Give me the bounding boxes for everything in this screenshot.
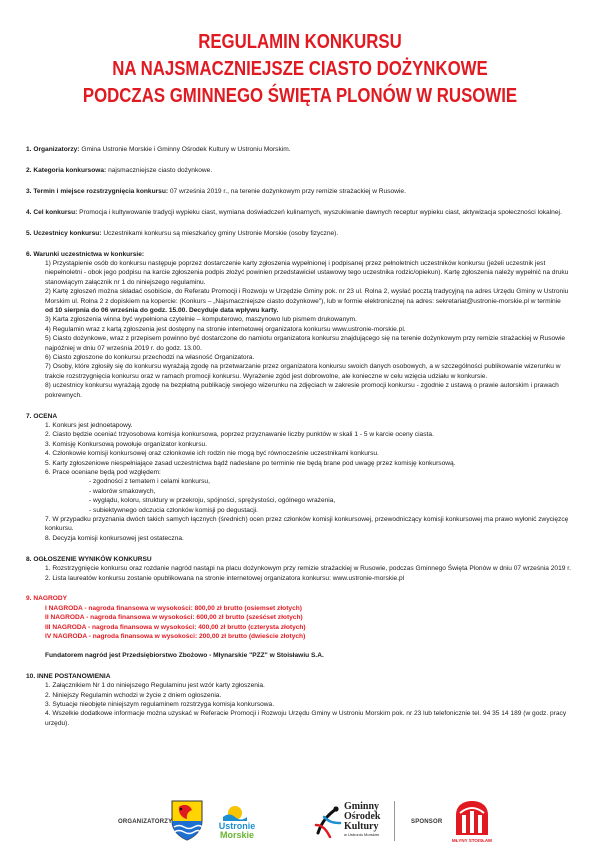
mill-logo bbox=[452, 799, 492, 837]
evaluation-list bbox=[26, 421, 574, 543]
criteria-item: - wyglądu, koloru, struktury w przekroju, spójności, sprężystości, ogólnego wrażenia, bbox=[89, 497, 336, 505]
list-item: 2) Kartę zgłoszeń można składać osobiście, do Referatu Promocji i Rozwoju w Urzędzie Gminy pok. nr 23 ul. Rolna 2, wysłać pocztą tradycyjną na adres Urzędu Gminy w Ustroniu Morskim ul. Rolna 2 z dopiskiem na kopercie: (Konkurs – „Najsmaczniejsze ciasto dożynkowe"), lub w formie elektronicznej na adres: sekretariat@ustronie-morskie.pl w terminie bbox=[45, 288, 569, 305]
section-heading: 8. OGŁOSZENIE WYNIKÓW KONKURSU bbox=[26, 555, 152, 563]
section-goal bbox=[26, 208, 574, 217]
regulation-body bbox=[26, 145, 574, 740]
section-text: Promocja i kultywowanie tradycji wypieku ciast, wymiana doświadczeń kulinarnych, wyszukiwanie dawnych receptur wypieku ciast, aktywizacja społeczności lokalnej. bbox=[77, 208, 562, 216]
section-heading: 9. NAGRODY bbox=[26, 595, 68, 603]
results-list bbox=[26, 564, 574, 583]
list-item: 4. Wszelkie dodatkowe informacje można uzyskać w Referacie Promocji i Rozwoju Urzędu Gminy w Ustroniu Morskim pok. nr 23 lub telefonicznie tel. 94 35 14 189 (w godz. pracy urzędu). bbox=[45, 710, 567, 727]
conditions-list bbox=[26, 259, 574, 400]
gok-dancer-icon bbox=[312, 803, 342, 839]
prize-item: III NAGRODA - nagroda finansowa w wysokości: 400,00 zł brutto (czterysta złotych) bbox=[45, 623, 306, 631]
document-title bbox=[0, 28, 600, 109]
list-item: 7. W przypadku przyznania dwóch takich samych łącznych (średnich) ocen przez członków komisji konkursowej, przewodniczący komisji konkursowej ma prawo wyłonić zwycięzcę konkursu. bbox=[45, 516, 569, 533]
section-text: najsmaczniejsze ciasto dożynkowe. bbox=[106, 166, 213, 174]
list-item: 4) Regulamin wraz z kartą zgłoszenia jest dostępny na stronie internetowej organizatora konkursu www.ustronie-morskie.pl. bbox=[45, 325, 406, 333]
footer-logos bbox=[0, 795, 600, 847]
section-conditions bbox=[26, 250, 574, 401]
prizes-list bbox=[26, 604, 574, 660]
section-participants bbox=[26, 229, 574, 238]
prize-item: II NAGRODA - nagroda finansowa w wysokości: 600,00 zł brutto (sześćset złotych) bbox=[45, 614, 303, 622]
list-item: 3) Karta zgłoszenia winna być wypełniona czytelnie – komputerowo, maszynowo lub pismem drukowanym. bbox=[45, 316, 357, 324]
section-date-place bbox=[26, 187, 574, 196]
list-item: 6) Ciasto zgłoszone do konkursu przechodzi na własność Organizatora. bbox=[45, 354, 255, 361]
coat-of-arms-logo bbox=[170, 799, 204, 841]
section-heading: 4. Cel konkursu: bbox=[26, 208, 78, 216]
section-organizers bbox=[26, 145, 574, 154]
list-item: 2. Ciasto będzie oceniać trzyosobowa komisja konkursowa, poprzez przyznawanie liczby punktów w skali 1 - 5 w karcie oceny ciasta. bbox=[45, 431, 434, 439]
sun-wave-icon bbox=[222, 803, 248, 821]
list-item: 3. Sytuacje nieobjęte niniejszym regulaminem rozstrzyga komisja konkursowa. bbox=[45, 700, 275, 708]
section-heading: 6. Warunki uczestnictwa w konkursie: bbox=[26, 250, 145, 258]
prize-item: IV NAGRODA - nagroda finansowa w wysokości: 200,00 zł brutto (dwieście złotych) bbox=[45, 633, 306, 641]
criteria-list bbox=[45, 477, 574, 515]
list-item: 6. Prace oceniane będą pod względem: bbox=[45, 468, 161, 476]
list-item: 1. Konkurs jest jednoetapowy. bbox=[45, 421, 133, 429]
other-list bbox=[26, 681, 574, 728]
organizers-label: ORGANIZATORZY bbox=[118, 819, 173, 825]
section-text: Uczestnikami konkursu są mieszkańcy gminy Ustronie Morskie (osoby fizyczne). bbox=[101, 229, 339, 237]
list-item: 5. Karty zgłoszeniowe niespełniające zasad uczestnictwa bądź nadesłane po terminie nie będą brane pod uwagę przez komisję konkursową. bbox=[45, 459, 456, 467]
list-item: 1) Przystąpienie osób do konkursu następuje poprzez dostarczenie karty zgłoszenia wypełnionej i podpisanej przez pełnoletnich uczestników konkursu (jeżeli uczestnik jest niepełnoletni - obok jego podpisu na karcie zgłoszenia podpis złożyć powinien przedstawiciel ustawowy tego uczestnika rodzic/opiekun). Kartę zgłoszenia należy wypełnić na druku stanowiącym załącznik nr 1 do niniejszego regulaminu. bbox=[45, 259, 569, 286]
section-text: 07 września 2019 r., na terenie dożynkowym przy remizie strażackiej w Rusowie. bbox=[168, 187, 406, 195]
title-line-2: NA NAJSMACZNIEJSZE CIASTO DOŻYNKOWE bbox=[112, 57, 488, 80]
criteria-item: - walorów smakowych, bbox=[89, 487, 156, 495]
section-heading: 3. Termin i miejsce rozstrzygnięcia konkursu: bbox=[26, 187, 169, 195]
list-item: 4. Członkowie komisji konkursowej oraz członkowie ich rodzin nie mogą być równocześnie uczestnikami konkursu. bbox=[45, 450, 379, 458]
list-item: 7) Osoby, które zgłosiły się do konkursu wyrażają zgodę na przetwarzanie przez organizatora konkursu swoich danych osobowych, a w szczególności publikowanie wizerunku w trakcie rozstrzygnięcia konkursu oraz w ramach promocji konkursu. Wyrażenie zgód jest dobrowolne, ale konieczne w celu wzięcia udziału w konkursie. bbox=[45, 363, 561, 380]
section-text: Gmina Ustronie Morskie i Gminny Ośrodek Kultury w Ustroniu Morskim. bbox=[79, 146, 291, 153]
list-item: 1. Rozstrzygnięcie konkursu oraz rozdanie nagród nastąpi na placu dożynkowym przy remizie strażackiej w Rusowie, podczas Gminnego Święta Plonów w dniu 07 września 2019 r. bbox=[45, 565, 571, 573]
list-item: 1. Załącznikiem Nr 1 do niniejszego Regulaminu jest wzór karty zgłoszenia. bbox=[45, 682, 265, 690]
section-heading: 5. Uczestnicy konkursu: bbox=[26, 229, 102, 237]
mill-logo-label: MŁYNY STOISŁAW bbox=[451, 838, 493, 843]
list-item: 5) Ciasto dożynkowe, wraz z przepisem powinno być dostarczone do namiotu organizatora konkursu znajdującego się na terenie dożynkowym przy remizie strażackiej w Rusowie najpóźniej w dniu 07 września 2019 r. do godz. 13.00. bbox=[45, 335, 566, 352]
section-other bbox=[26, 672, 574, 728]
section-heading: 1. Organizatorzy: bbox=[26, 146, 80, 153]
footer-divider bbox=[394, 801, 395, 841]
list-item: 2. Niniejszy Regulamin wchodzi w życie z dniem ogłoszenia. bbox=[45, 691, 222, 699]
section-heading: 2. Kategoria konkursowa: bbox=[26, 166, 107, 174]
prize-founder: Fundatorem nagród jest Przedsiębiorstwo Zbożowo - Młynarskie "PZZ" w Stoisławiu S.A. bbox=[45, 651, 324, 659]
section-heading: 7. OCENA bbox=[26, 412, 58, 420]
list-item: 8) uczestnicy konkursu wyrażają zgodę na bezpłatną publikację swojego wizerunku na zdjęciach w zakresie promocji konkursu - zgodnie z ustawą o prawie autorskim i prawach pokrewnych. bbox=[45, 382, 559, 399]
title-line-1: REGULAMIN KONKURSU bbox=[198, 30, 402, 53]
prize-item: I NAGRODA - nagroda finansowa w wysokości: 800,00 zł brutto (osiemset złotych) bbox=[45, 604, 302, 612]
section-heading: 10. INNE POSTANOWIENIA bbox=[26, 672, 111, 680]
section-evaluation bbox=[26, 412, 574, 544]
section-results bbox=[26, 555, 574, 583]
ustronie-logo-text: Ustronie Morskie bbox=[218, 821, 256, 840]
section-prizes bbox=[26, 594, 574, 660]
sponsor-label: SPONSOR bbox=[411, 819, 443, 825]
list-item: 8. Decyzja komisji konkursowej jest ostateczna. bbox=[45, 534, 184, 542]
list-item: 2. Lista laureatów konkursu zostanie opublikowana na stronie internetowej organizatora konkursu: www.ustronie-morskie.pl bbox=[45, 574, 405, 582]
list-item: 3. Komisję Konkursową powołuje organizator konkursu. bbox=[45, 440, 207, 448]
criteria-item: - zgodności z tematem i celami konkursu, bbox=[89, 478, 210, 486]
title-line-3: PODCZAS GMINNEGO ŚWIĘTA PLONÓW W RUSOWIE bbox=[82, 84, 518, 107]
gok-logo-text: Gminny Ośrodek Kultury w Ustroniu Morskim bbox=[344, 801, 381, 837]
section-category bbox=[26, 166, 574, 175]
criteria-item: - subiektywnego odczucia członków komisji po degustacji. bbox=[89, 506, 258, 514]
deadline-text: od 10 sierpnia do 06 września do godz. 15.00. Decyduje data wpływu karty. bbox=[45, 306, 279, 314]
